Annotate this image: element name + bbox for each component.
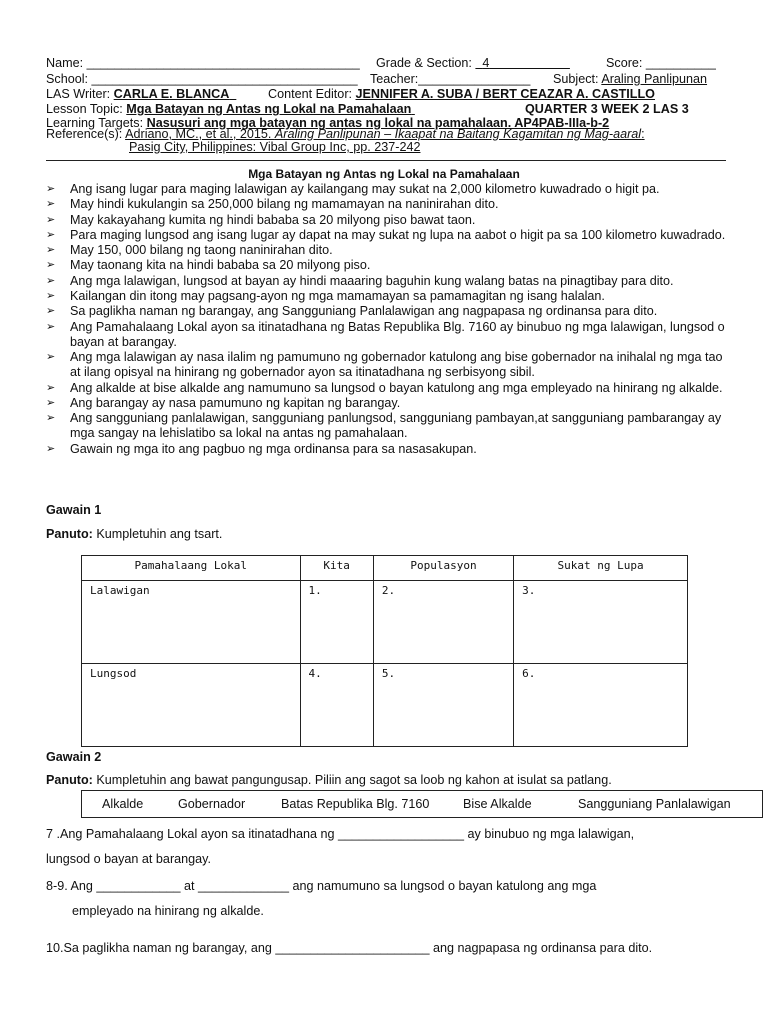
- list-item-text: Ang barangay ay nasa pamumuno ng kapitan ng barangay.: [70, 395, 401, 410]
- choice-batas-republika: Batas Republika Blg. 7160: [281, 797, 430, 811]
- list-item-text: Kailangan din itong may pagsang-ayon ng mga mamamayan sa pamamagitan ng isang halalan.: [70, 289, 605, 304]
- arrow-bullet-icon: ➢: [46, 183, 56, 195]
- list-item-text: Ang mga lalawigan, lungsod at bayan ay hindi maaaring baguhin kung walang batas na pinagtibay para dito.: [70, 273, 674, 288]
- answer-cell-2[interactable]: 2.: [373, 581, 513, 664]
- references: Reference(s): Adriano, MC., et al., 2015. Araling Panlipunan – Ikaapat na Baitang Kagamitan ng Mag-aaral:: [46, 127, 645, 141]
- list-item: [46, 228, 726, 243]
- topic-value: Mga Batayan ng Antas ng Lokal na Pamahalaan: [126, 102, 412, 116]
- grade-value: 4: [482, 56, 490, 70]
- list-item: [46, 182, 726, 197]
- las-writer: LAS Writer: CARLA E. BLANCA: [46, 87, 230, 101]
- list-item-text: May 150, 000 bilang ng taong naninirahan dito.: [70, 243, 333, 258]
- subject-field: Subject: Araling Panlipunan: [553, 72, 708, 86]
- list-item-text: May taonang kita na hindi bababa sa 20 milyong piso.: [70, 258, 371, 273]
- list-item: [46, 411, 726, 441]
- list-item-text: Ang isang lugar para maging lalawigan ay kailangang may sukat na 2,000 kilometro kuwadrado o higit pa.: [70, 182, 660, 196]
- list-item: [46, 320, 726, 350]
- grade-section-field[interactable]: Grade & Section: 4: [376, 56, 570, 71]
- arrow-bullet-icon: ➢: [46, 244, 56, 257]
- arrow-bullet-icon: ➢: [46, 320, 56, 333]
- choice-gobernador: Gobernador: [178, 797, 246, 811]
- gawain2-heading: Gawain 2: [46, 750, 102, 764]
- answer-cell-4[interactable]: 4.: [300, 664, 373, 747]
- choice-sangguniang-panlalawigan: Sangguniang Panlalawigan: [578, 797, 731, 811]
- question-8-9-cont: empleyado na hinirang ng alkalde.: [72, 904, 264, 918]
- tsart-table: [81, 555, 688, 747]
- arrow-bullet-icon: ➢: [46, 290, 56, 303]
- arrow-bullet-icon: ➢: [46, 442, 56, 455]
- gawain2-instruction: Panuto: Kumpletuhin ang bawat pangungusap. Piliin ang sagot sa loob ng kahon at isulat sa patlang.: [46, 773, 612, 787]
- answer-cell-1[interactable]: 1.: [300, 581, 373, 664]
- editor-names: JENNIFER A. SUBA / BERT CEAZAR A. CASTILLO: [355, 87, 655, 101]
- col-header: Pamahalaang Lokal: [82, 556, 301, 581]
- table-header-row: [82, 556, 688, 581]
- arrow-bullet-icon: ➢: [46, 412, 56, 425]
- learning-targets: Learning Targets: Nasusuri ang mga batayan ng antas ng lokal na pamahalaan. AP4PAB-IIIa-b-2: [46, 116, 610, 130]
- list-item-text: Ang sangguniang panlalawigan, sangguniang panlungsod, sangguniang pambayan,at sangguniang pambarangay ay mga sangay na lehislatibo sa lokal na antas ng pamahalaan.: [70, 411, 722, 441]
- word-choice-box: [81, 790, 763, 818]
- school-field[interactable]: School: ______________________________________: [46, 72, 358, 86]
- table-row: [82, 581, 688, 664]
- answer-cell-6[interactable]: 6.: [514, 664, 688, 747]
- list-item-text: May hindi kukulangin sa 250,000 bilang ng mamamayan na naninirahan dito.: [70, 197, 499, 212]
- row-label: Lungsod: [82, 664, 301, 747]
- content-editor: Content Editor: JENNIFER A. SUBA / BERT CEAZAR A. CASTILLO: [268, 87, 655, 101]
- arrow-bullet-icon: ➢: [46, 274, 56, 287]
- name-field[interactable]: Name: _______________________________________: [46, 56, 360, 70]
- list-item: [46, 289, 726, 304]
- table-row: [82, 664, 688, 747]
- list-item: [46, 350, 726, 380]
- list-item-text: Para maging lungsod ang isang lugar ay dapat na may sukat ng lupa na aabot o higit pa sa 100 kilometro kuwadrado.: [70, 227, 726, 242]
- arrow-bullet-icon: ➢: [46, 228, 56, 241]
- question-10[interactable]: 10.Sa paglikha naman ng barangay, ang ______________________ ang nagpapasa ng ordinansa para dito.: [46, 941, 653, 955]
- list-item: [46, 197, 726, 212]
- col-header: Populasyon: [373, 556, 513, 581]
- list-item-text: Gawain ng mga ito ang pagbuo ng mga ordinansa para sa nasasakupan.: [70, 441, 477, 456]
- gawain1-heading: Gawain 1: [46, 503, 102, 517]
- arrow-bullet-icon: ➢: [46, 396, 56, 409]
- list-item: [46, 258, 726, 273]
- targets-value: Nasusuri ang mga batayan ng antas ng lokal na pamahalaan. AP4PAB-IIIa-b-2: [146, 116, 610, 130]
- arrow-bullet-icon: ➢: [46, 305, 56, 318]
- question-7-cont: lungsod o bayan at barangay.: [46, 852, 212, 866]
- answer-cell-3[interactable]: 3.: [514, 581, 688, 664]
- gawain1-instruction: Panuto: Kumpletuhin ang tsart.: [46, 527, 223, 541]
- list-item: [46, 304, 726, 319]
- section-title: Mga Batayan ng Antas ng Lokal na Pamahalaan: [248, 167, 520, 181]
- list-item: [46, 396, 726, 411]
- list-item-text: Sa paglikha naman ng barangay, ang Sangguniang Panlalawigan ang nagpapasa ng ordinansa para dito.: [70, 304, 658, 319]
- arrow-bullet-icon: ➢: [46, 351, 56, 364]
- list-item-text: Ang mga lalawigan ay nasa ilalim ng pamumuno ng gobernador katulong ang bise gobernador na inihalal ng mga tao at ilang opisyal na hinirang ng gobernador ayon sa itinatadhana ng serbisyong sibil.: [70, 350, 723, 380]
- col-header: Sukat ng Lupa: [514, 556, 688, 581]
- choice-bise-alkalde: Bise Alkalde: [463, 797, 532, 811]
- choice-alkalde: Alkalde: [102, 797, 144, 811]
- references-line-2: Pasig City, Philippines: Vibal Group Inc, pp. 237-242: [129, 140, 421, 154]
- question-7[interactable]: 7 .Ang Pamahalaang Lokal ayon sa itinatadhana ng __________________ ay binubuo ng mga lalawigan,: [46, 827, 635, 841]
- row-label: Lalawigan: [82, 581, 301, 664]
- list-item-text: May kakayahang kumita ng hindi bababa sa 20 milyong piso bawat taon.: [70, 212, 476, 227]
- list-item-text: Ang alkalde at bise alkalde ang namumuno sa lungsod o bayan katulong ang mga empleyado na hinirang ng alkalde.: [70, 380, 723, 395]
- writer-name: CARLA E. BLANCA: [113, 87, 230, 101]
- arrow-bullet-icon: ➢: [46, 259, 56, 272]
- facts-list: [46, 182, 726, 457]
- list-item-text: Ang Pamahalaang Lokal ayon sa itinatadhana ng Batas Republika Blg. 7160 ay binubuo ng mga lalawigan, lungsod o bayan at barangay.: [70, 319, 725, 349]
- list-item: [46, 243, 726, 258]
- score-field[interactable]: Score: __________: [606, 56, 716, 70]
- answer-cell-5[interactable]: 5.: [373, 664, 513, 747]
- question-8-9[interactable]: 8-9. Ang ____________ at _____________ ang namumuno sa lungsod o bayan katulong ang mga: [46, 879, 597, 893]
- teacher-field[interactable]: Teacher:________________: [370, 72, 531, 86]
- list-item: [46, 213, 726, 228]
- list-item: [46, 274, 726, 289]
- arrow-bullet-icon: ➢: [46, 198, 56, 211]
- arrow-bullet-icon: ➢: [46, 381, 56, 394]
- list-item: [46, 381, 726, 396]
- list-item: [46, 442, 726, 457]
- arrow-bullet-icon: ➢: [46, 213, 56, 226]
- quarter-label: QUARTER 3 WEEK 2 LAS 3: [525, 102, 689, 116]
- col-header: Kita: [300, 556, 373, 581]
- subject-value: Araling Panlipunan: [601, 72, 708, 86]
- header-divider: [46, 160, 726, 161]
- header-row-1: [46, 56, 360, 71]
- lesson-topic: Lesson Topic: Mga Batayan ng Antas ng Lokal na Pamahalaan: [46, 102, 412, 116]
